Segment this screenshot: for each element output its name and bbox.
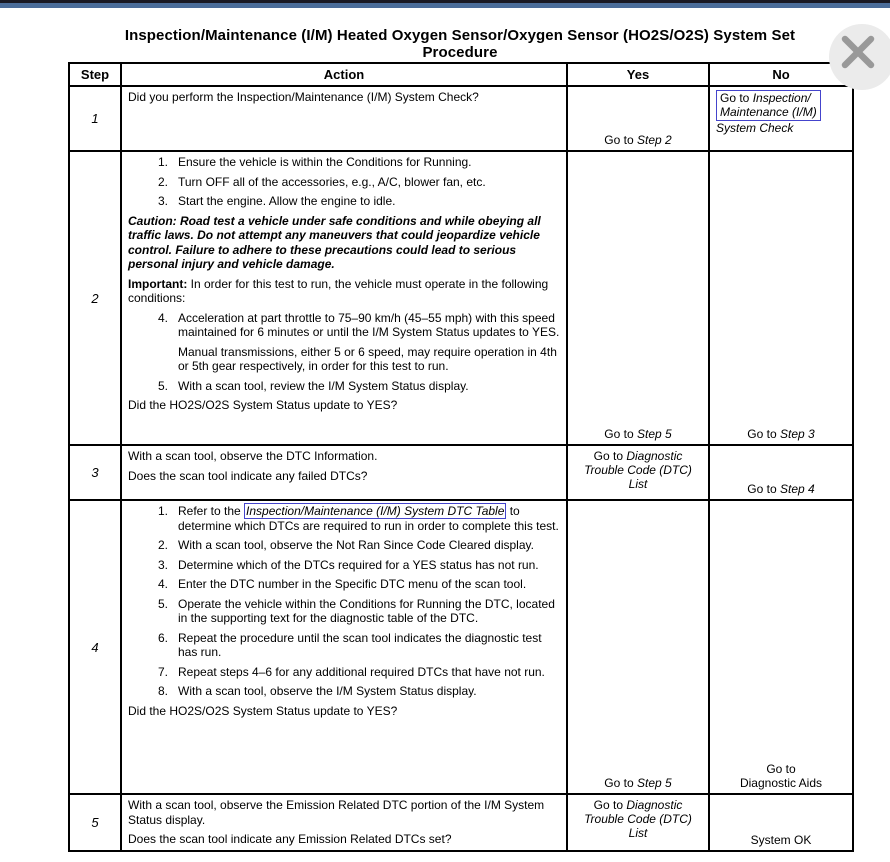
action-para [128,398,397,413]
close-icon [840,34,876,70]
item-number: 1. [158,155,169,169]
item-text [178,631,560,660]
action-para [128,704,397,719]
text-run: Does the scan tool indicate any failed DTCs? [128,468,368,483]
step-number: 5 [91,815,99,830]
text-run: Diagnostic [626,798,683,812]
text-run: Maintenance (I/M) [720,105,817,119]
text-run: Determine which of the DTCs required for a YES status has not run. [178,557,539,572]
text-run: List [628,477,648,491]
text-run: Important: [128,276,188,291]
text-run: Go to [593,449,627,463]
cell-text [747,482,814,496]
text-run: Go to [720,91,753,105]
text-run: Turn OFF all of the accessories, e.g., A/C, blower fan, etc. [178,174,486,189]
action-item [158,558,539,573]
cell-text [584,798,692,840]
cell-text [751,833,812,847]
text-run: Did you perform the Inspection/Maintenance (I/M) System Check? [128,90,479,104]
procedure-table-header [69,63,853,86]
item-text [178,155,472,170]
item-text [178,597,560,626]
action-item [158,538,534,553]
header-row [69,63,853,86]
text-run: Step 2 [636,133,672,147]
action-cell [122,87,566,150]
item-number: 5. [158,378,169,393]
text-run: With a scan tool, observe the Not Ran Since Code Cleared display. [178,538,534,552]
action-item [158,631,560,660]
item-number: 1. [158,504,169,518]
text-run: Step 3 [779,427,815,441]
text-run: Ensure the vehicle is within the Conditions for Running. [178,155,472,169]
text-run: Inspection/ [752,91,811,105]
action-item [158,175,486,190]
text-run: In order for this test to run, the vehicle must operate in the following conditions: [128,276,549,305]
yes-cell [568,501,708,793]
text-run: Operate the vehicle within the Conditions for Running the DTC, located in the supporting text for the diagnostic table of the DTC. [178,596,555,625]
item-number: 2. [158,538,169,552]
text-run: Go to [747,482,780,496]
text-run: Go to [593,798,627,812]
action-para [128,469,367,484]
text-run: System OK [750,833,812,847]
action-item [158,684,477,699]
text-run: Go to [604,133,637,147]
action-cell [122,795,566,850]
procedure-row-5 [69,794,853,851]
text-run: Go to [747,427,780,441]
action-para [128,449,377,464]
text-run: Repeat the procedure until the scan tool indicates the diagnostic test has run. [178,630,542,659]
cell-text [747,427,814,441]
cell-text [604,776,671,790]
item-number: 7. [158,664,169,679]
cell-text [740,762,822,790]
action-item [158,194,395,209]
column-header-step: Step [69,63,121,86]
action-item [158,379,469,394]
item-text [178,311,560,340]
no-cell [710,87,852,150]
text-run: to determine which DTCs are required to run in order to complete this test. [178,504,559,533]
text-run: Repeat steps 4–6 for any additional required DTCs that have not run. [178,664,545,679]
page-title-line1: Inspection/Maintenance (I/M) Heated Oxygen Sensor/Oxygen Sensor (HO2S/O2S) System Set [124,27,796,44]
cell-text [604,133,671,147]
text-run: Caution: Road test a vehicle under safe conditions and while obeying all traffic laws. Do not attempt any maneuvers that could jeopardize vehicle control. Failure to adhere to these precautions could lead to serious personal injury and vehicle damage. [128,213,541,271]
cell-text [604,427,671,441]
column-header-no: No [709,63,853,86]
action-item [158,311,560,340]
text-run: Refer to the [178,504,245,518]
item-text [178,538,534,553]
item-number: 4. [158,310,169,325]
no-cell [710,795,852,850]
item-number: 3. [158,557,169,572]
item-text [178,665,545,680]
action-para [128,798,560,827]
page-title [68,27,852,61]
text-run: Acceleration at part throttle to 75–90 km/h (45–55 mph) with this speed maintained for 6 minutes or until the I/M System Status updates to YES. [178,310,560,339]
action-cell [122,152,566,444]
text-run: Trouble Code (DTC) [584,812,692,826]
action-para [128,277,560,306]
action-cell [122,501,566,793]
no-cell [710,152,852,444]
yes-cell [568,87,708,150]
step-number: 2 [91,290,99,306]
text-run: Does the scan tool indicate any Emission Related DTCs set? [128,832,452,846]
item-text [178,504,560,533]
text-run: Did the HO2S/O2S System Status update to YES? [128,703,398,718]
inspection-maintenance-im-system-check-link[interactable] [716,90,821,121]
column-header-yes: Yes [567,63,709,86]
action-para [128,90,479,105]
procedure-row-4 [69,500,853,794]
im-system-dtc-table-link[interactable]: Inspection/Maintenance (I/M) System DTC Table [246,504,505,518]
text-run: Step 4 [779,482,815,496]
action-para [128,832,452,847]
text-run: With a scan tool, observe the Emission Related DTC portion of the I/M System Status display. [128,798,545,827]
text-run: Diagnostic [626,449,683,463]
text-run: Enter the DTC number in the Specific DTC menu of the scan tool. [178,577,527,591]
item-text [178,194,395,209]
item-text [178,558,539,573]
yes-cell [568,152,708,444]
page-title-line2: Procedure [422,44,498,61]
item-number: 8. [158,684,169,698]
close-button[interactable] [829,24,890,90]
action-cell [122,446,566,499]
text-run: Go to [604,776,637,790]
text-run: Start the engine. Allow the engine to idle. [178,194,396,208]
action-item [158,597,560,626]
text-run: Step 5 [636,427,672,441]
text-run: With a scan tool, observe the DTC Information. [128,449,378,463]
procedure-table [68,62,854,852]
item-number: 5. [158,596,169,611]
text-run: Go to [604,427,637,441]
text-run: Go to [766,762,796,776]
item-text [178,175,486,190]
action-sub [178,345,560,374]
window-top-bar [0,3,890,8]
yes-cell [568,795,708,850]
item-text [178,684,477,699]
text-run: With a scan tool, review the I/M System Status display. [178,378,469,393]
yes-cell [568,446,708,499]
item-number: 2. [158,174,169,189]
no-cell [710,446,852,499]
text-run: Manual transmissions, either 5 or 6 speed, may require operation in 4th or 5th gear respectively, in order for this test to run. [178,344,557,373]
text-run: Diagnostic Aids [739,776,823,790]
step-number: 1 [91,111,99,126]
column-header-action: Action [121,63,567,86]
procedure-row-1 [69,86,853,151]
text-run: Did the HO2S/O2S System Status update to YES? [128,398,398,412]
text-run: Step 5 [636,776,672,790]
step-number: 4 [91,639,99,655]
item-number: 3. [158,194,169,208]
no-cell [710,501,852,793]
action-item [158,665,545,680]
action-item [158,155,472,170]
action-item [158,577,526,592]
procedure-row-3 [69,445,853,500]
step-number: 3 [91,465,99,480]
item-number: 6. [158,630,169,645]
procedure-row-2 [69,151,853,445]
item-text [178,577,526,592]
text-run: With a scan tool, observe the I/M System Status display. [178,684,477,698]
item-text [178,379,469,394]
text-run: System Check [716,121,794,135]
cell-text [716,121,793,135]
action-caution [128,214,560,272]
text-run: List [628,826,648,840]
text-run: Trouble Code (DTC) [584,463,692,477]
action-item [158,504,560,533]
cell-text [584,449,692,491]
item-number: 4. [158,577,169,591]
